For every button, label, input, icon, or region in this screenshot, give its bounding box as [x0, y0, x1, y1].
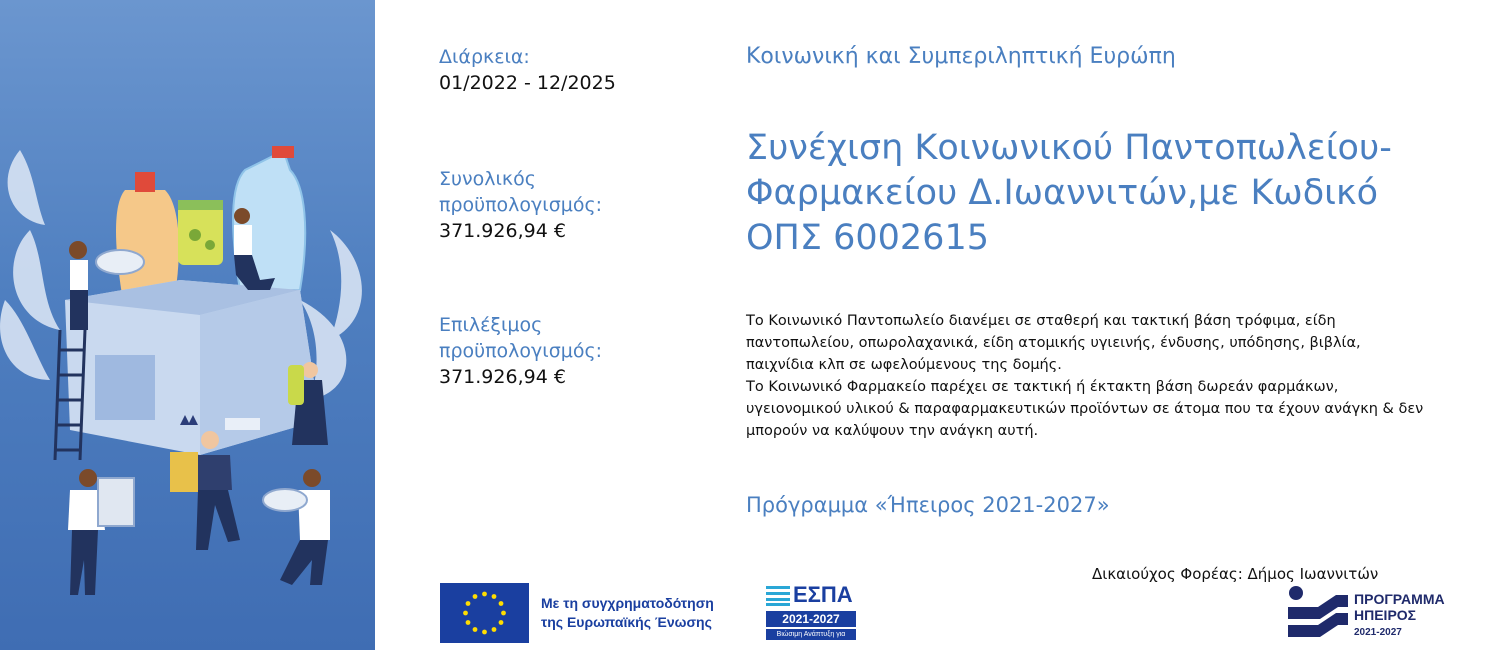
- eu-text-line-1: Με τη συγχρηματοδότηση: [541, 595, 714, 611]
- epirus-years: 2021-2027: [1354, 627, 1402, 638]
- eu-star-icon: [501, 611, 506, 616]
- epirus-logo-icon: [1288, 585, 1468, 645]
- total-budget-block: [439, 166, 719, 244]
- beneficiary: Δικαιούχος Φορέας: Δήμος Ιωαννιτών: [1092, 565, 1379, 583]
- description-line: παιχνίδια κλπ σε ωφελούμενους της δομής.: [746, 357, 1062, 373]
- description-line: παντοπωλείου, οπωρολαχανικά, είδη ατομικής υγιεινής, ένδυσης, υπόδησης, βιβλία,: [746, 335, 1361, 351]
- eligible-budget-value: 371.926,94 €: [439, 366, 566, 388]
- eu-cofunding-logo: [440, 583, 750, 643]
- title-line-3: ΟΠΣ 6002615: [746, 218, 989, 258]
- epirus-name-line-2: ΗΠΕΙΡΟΣ: [1354, 607, 1417, 623]
- eligible-budget-block: [439, 312, 719, 390]
- description-line: Το Κοινωνικό Φαρμακείο παρέχει σε τακτική ή έκτακτη βάση δωρεάν φαρμάκων,: [746, 379, 1339, 395]
- eu-star-icon: [473, 627, 478, 632]
- eu-star-icon: [482, 630, 487, 635]
- description: [746, 310, 1466, 442]
- total-budget-value: 371.926,94 €: [439, 220, 566, 242]
- espa-logo-icon: [766, 582, 858, 649]
- eu-star-icon: [492, 627, 497, 632]
- description-line: Το Κοινωνικό Παντοπωλείο διανέμει σε σταθερή και τακτική βάση τρόφιμα, είδη: [746, 313, 1336, 329]
- eu-star-icon: [492, 594, 497, 599]
- duration-label: Διάρκεια:: [439, 46, 530, 68]
- title-line-1: Συνέχιση Κοινωνικού Παντοπωλείου-: [746, 128, 1392, 168]
- description-line: υγειονομικού υλικού & παραφαρμακευτικών προϊόντων σε άτομα που τα έχουν ανάγκη & δεν: [746, 401, 1424, 417]
- illustration-panel: [0, 0, 375, 650]
- program-name: Πρόγραμμα «Ήπειρος 2021-2027»: [746, 493, 1110, 517]
- eu-star-icon: [482, 592, 487, 597]
- eu-star-icon: [466, 620, 471, 625]
- title-line-2: Φαρμακείου Δ.Ιωαννιτών,με Κωδικό: [746, 173, 1378, 213]
- eu-text-line-2: της Ευρωπαϊκής Ένωσης: [541, 614, 712, 630]
- eligible-budget-label-2: προϋπολογισμός:: [439, 340, 603, 362]
- duration-block: [439, 44, 719, 96]
- duration-value: 01/2022 - 12/2025: [439, 72, 616, 94]
- subtitle: Κοινωνική και Συμπεριληπτική Ευρώπη: [746, 44, 1176, 69]
- eu-star-icon: [499, 601, 504, 606]
- eu-cofunding-text: [541, 594, 714, 632]
- eu-flag-icon: [440, 583, 529, 643]
- eu-star-icon: [466, 601, 471, 606]
- total-budget-label-2: προϋπολογισμός:: [439, 194, 603, 216]
- eligible-budget-label-1: Επιλέξιμος: [439, 314, 543, 336]
- eu-star-icon: [499, 620, 504, 625]
- total-budget-label-1: Συνολικός: [439, 168, 536, 190]
- espa-title: ΕΣΠΑ: [793, 582, 853, 607]
- description-line: μπορούν να καλύψουν την ανάγκη αυτή.: [746, 423, 1039, 439]
- donation-box-illustration: [0, 0, 375, 650]
- page-title: [746, 126, 1466, 261]
- eu-star-icon: [473, 594, 478, 599]
- espa-slogan: Βιώσιμη Ανάπτυξη για Όλους: [766, 629, 856, 640]
- eu-star-icon: [463, 611, 468, 616]
- espa-years: 2021-2027: [766, 611, 856, 627]
- epirus-name: [1354, 591, 1445, 623]
- epirus-name-line-1: ΠΡΟΓΡΑΜΜΑ: [1354, 591, 1445, 607]
